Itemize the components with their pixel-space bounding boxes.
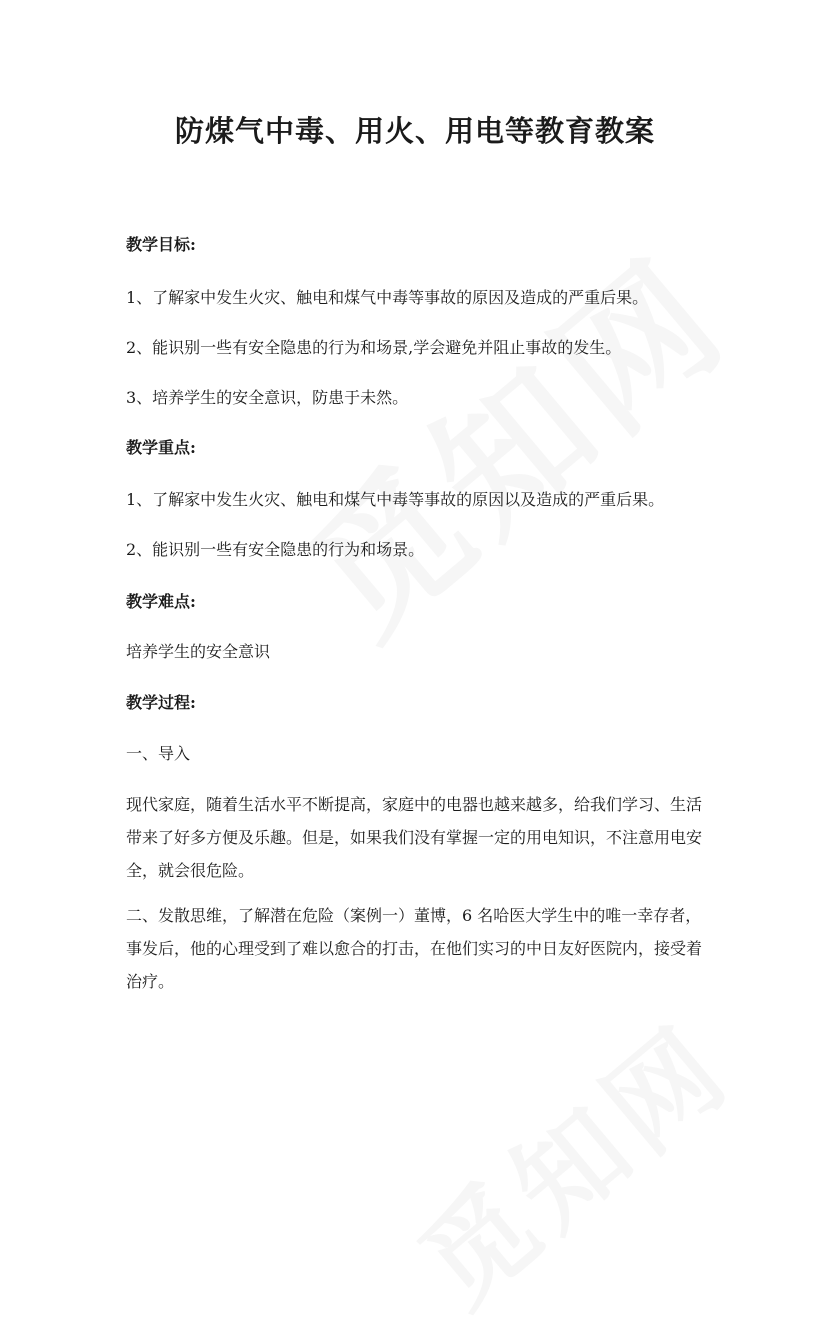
watermark [257,201,764,675]
key-point-item-2: 2、能识别一些有安全隐患的行为和场景。 [126,540,425,559]
watermark-bottom [381,983,758,1335]
goal-item-2: 2、能识别一些有安全隐患的行为和场景,学会避免并阻止事故的发生。 [126,338,622,357]
goals-heading: 教学目标: [126,235,196,254]
document-title: 防煤气中毒、用火、用电等教育教案 [174,114,655,148]
goal-item-1: 1、了解家中发生火灾、触电和煤气中毒等事故的原因及造成的严重后果。 [126,288,649,307]
difficulty-text: 培养学生的安全意识 [126,642,271,661]
goal-item-3: 3、培养学生的安全意识，防患于未然。 [126,388,409,407]
section1-title: 一、导入 [126,744,191,763]
key-points-heading: 教学重点: [126,438,196,457]
process-heading: 教学过程: [126,693,196,712]
section2-paragraph: 二、发散思维，了解潜在危险（案例一）董博，6 名哈医大学生中的唯一幸存者，事发后，他的心理受到了难以愈合的打击，在他们实习的中日友好医院内，接受着治疗。 [126,906,703,991]
section1-paragraph: 现代家庭，随着生活水平不断提高，家庭中的电器也越来越多，给我们学习、生活带来了好多方便及乐趣。但是，如果我们没有掌握一定的用电知识，不注意用电安全，就会很危险。 [126,795,703,880]
key-point-item-1: 1、了解家中发生火灾、触电和煤气中毒等事故的原因以及造成的严重后果。 [126,490,665,509]
difficulty-heading: 教学难点: [126,592,196,611]
